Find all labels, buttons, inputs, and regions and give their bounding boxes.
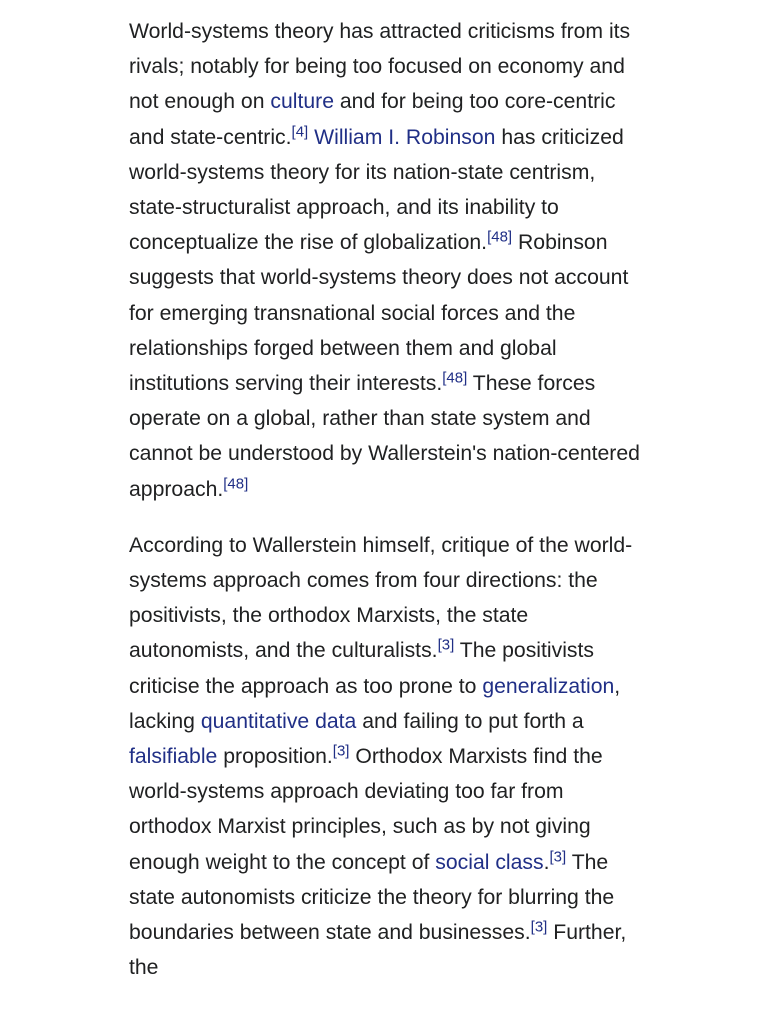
- paragraph-text: Robinson suggests that world-systems theory does not account for emerging transnational social forces and the relationships forged between them and global institutions serving their interests.: [129, 231, 629, 396]
- paragraph-text: According to Wallerstein himself, critique of the world-systems approach comes from four directions: the positivists, the orthodox Marxists, the state autonomists, and the culturalists.: [129, 533, 633, 663]
- link-generalization[interactable]: generalization: [482, 674, 615, 698]
- paragraph-text: These forces operate on a global, rather than state system and cannot be understood by Wallerstein's nation-centered approach.: [129, 372, 640, 501]
- paragraph-text: has criticized world-systems theory for its nation-state centrism, state-structuralist approach, and its inability to conceptualize the rise of globalization.: [129, 125, 624, 255]
- citation-3[interactable]: [3]: [332, 742, 350, 760]
- link-culture[interactable]: culture: [270, 90, 334, 114]
- link-quantitative-data[interactable]: quantitative data: [200, 709, 357, 733]
- link-falsifiable[interactable]: falsifiable: [129, 745, 218, 769]
- paragraph-text: proposition.: [217, 745, 333, 769]
- paragraph-wallerstein-critique: [129, 528, 649, 986]
- paragraph-text: Orthodox Marxists find the world-systems approach deviating too far from orthodox Marxist principles, such as by not giving enough weight to the concept of: [129, 745, 603, 874]
- link-william-robinson[interactable]: William I. Robinson: [314, 125, 496, 149]
- paragraph-criticism-rivals: [129, 14, 649, 507]
- citation-48[interactable]: [48]: [487, 228, 513, 246]
- paragraph-text: World-systems theory has attracted criticisms from its rivals; notably for being too focused on economy and not enough on: [129, 20, 631, 114]
- citation-48[interactable]: [48]: [223, 475, 249, 493]
- paragraph-text: , lacking: [129, 674, 621, 733]
- paragraph-text: Further, the: [129, 921, 627, 980]
- citation-4[interactable]: [4]: [291, 123, 309, 141]
- paragraph-text: .: [543, 850, 550, 874]
- paragraph-text: The state autonomists criticize the theory for blurring the boundaries between state and businesses.: [129, 850, 615, 945]
- citation-3[interactable]: [3]: [530, 918, 548, 936]
- citation-3[interactable]: [3]: [549, 848, 567, 866]
- citation-48[interactable]: [48]: [442, 369, 468, 387]
- article-body: [129, 14, 649, 985]
- paragraph-text: The positivists criticise the approach as too prone to: [129, 639, 594, 698]
- link-social-class[interactable]: social class: [435, 850, 544, 874]
- paragraph-text: and for being too core-centric and state-centric.: [129, 90, 616, 149]
- citation-3[interactable]: [3]: [437, 636, 455, 654]
- paragraph-text: and failing to put forth a: [356, 709, 584, 733]
